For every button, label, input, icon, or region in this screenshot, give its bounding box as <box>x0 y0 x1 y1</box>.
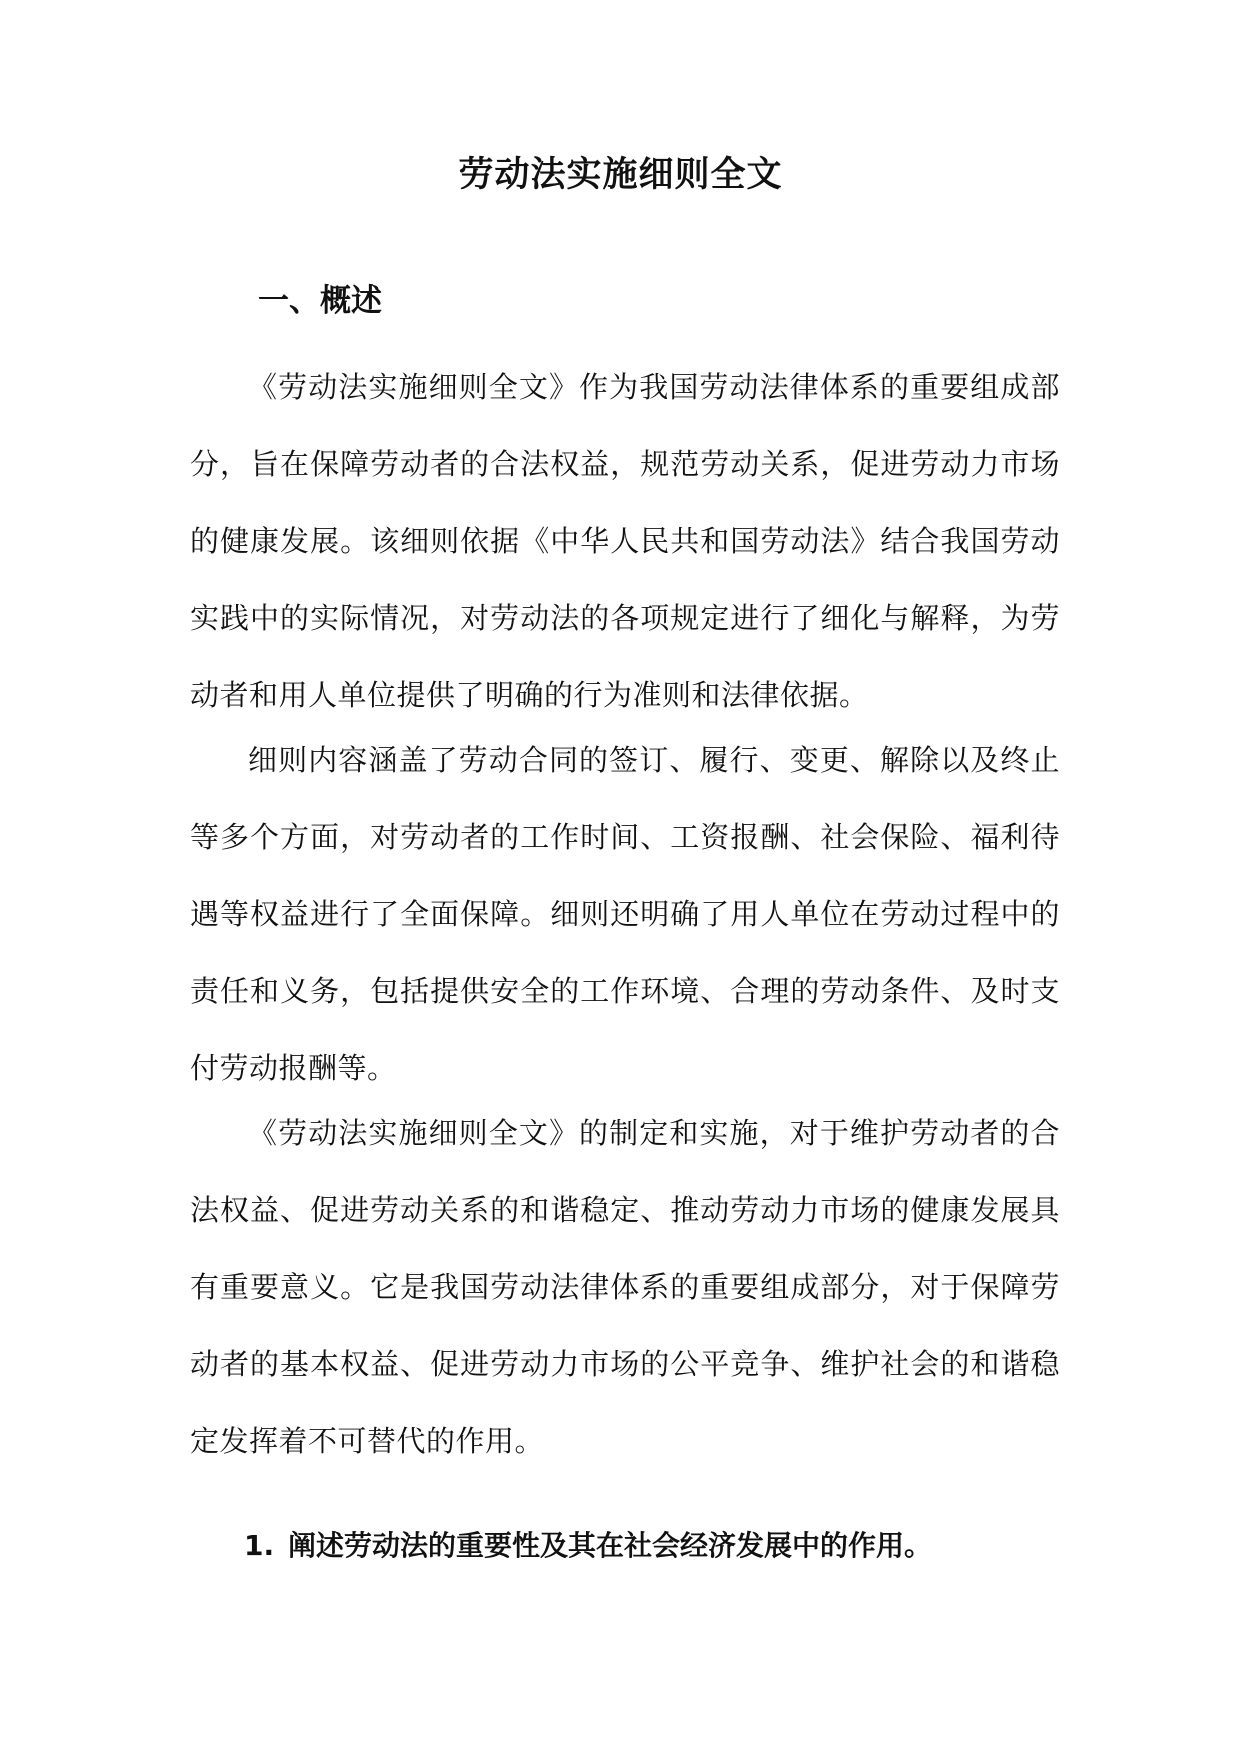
section-heading-overview: 一、概述 <box>258 283 382 319</box>
document-title: 劳动法实施细则全文 <box>458 154 783 195</box>
subheading-text: 阐述劳动法的重要性及其在社会经济发展中的作用。 <box>288 1529 933 1562</box>
body-paragraph-1: 《劳动法实施细则全文》作为我国劳动法律体系的重要组成部分，旨在保障劳动者的合法权益，规范劳动关系，促进劳动力市场的健康发展。该细则依据《中华人民共和国劳动法》结合我国劳动实践中的实际情况，对劳动法的各项规定进行了细化与解释，为劳动者和用人单位提供了明确的行为准则和法律依据。 <box>190 370 1060 712</box>
numbered-subheading <box>244 1524 932 1568</box>
subheading-number: 1. <box>244 1529 275 1562</box>
body-paragraph-2: 细则内容涵盖了劳动合同的签订、履行、变更、解除以及终止等多个方面，对劳动者的工作时间、工资报酬、社会保险、福利待遇等权益进行了全面保障。细则还明确了用人单位在劳动过程中的责任和义务，包括提供安全的工作环境、合理的劳动条件、及时支付劳动报酬等。 <box>190 743 1060 1085</box>
body-paragraph-3: 《劳动法实施细则全文》的制定和实施，对于维护劳动者的合法权益、促进劳动关系的和谐稳定、推动劳动力市场的健康发展具有重要意义。它是我国劳动法律体系的重要组成部分，对于保障劳动者的基本权益、促进劳动力市场的公平竞争、维护社会的和谐稳定发挥着不可替代的作用。 <box>190 1116 1060 1458</box>
